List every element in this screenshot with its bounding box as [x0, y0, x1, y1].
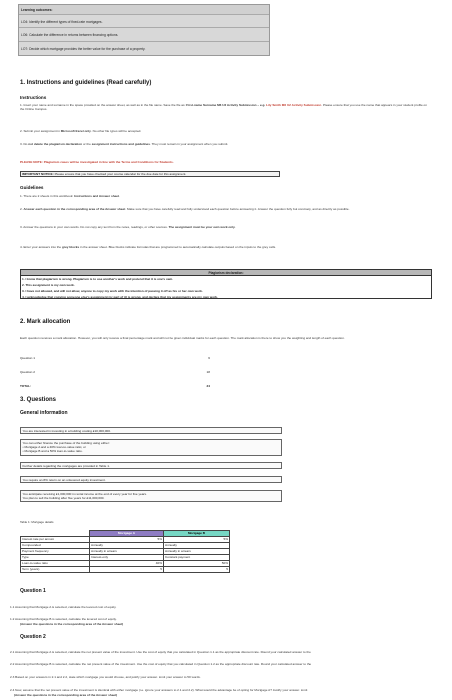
guideline-2: 2. Answer each question in the corresponding area of the Answer sheet. Make sure that you have carefully read and fully understood each question before answering it. Answer the question fully but concisely, and as directly as possible. — [20, 207, 350, 211]
cell-b: 50% — [164, 561, 230, 567]
mortgage-details-table — [20, 530, 230, 573]
cell-b: 5 — [164, 567, 230, 573]
declaration-line: 1. I know that plagiarism is wrong. Plagiarism is to use another's work and pretend that it is one's own. — [22, 277, 174, 281]
info-required-return: You require an 8% return on an unlevered equity investment. — [20, 476, 282, 483]
question-2-4: 2.4 Now, assume that the net present value of the investment is identical with either mortgage (i.e. ignore your answers to 2.1 and 2.2). What would the advantage be of opting for Mortgage A? Justify your answer. Limit — [10, 688, 308, 692]
outcome-lo6: LO6: Calculate the difference in returns between financing options. — [19, 29, 269, 42]
plagiarism-note: PLEASE NOTE: Plagiarism cases will be investigated in line with the Terms and Conditions for Students. — [20, 160, 174, 164]
assignment-sheet: Learning outcomes: LO4: Identify the different types of fixed-rate mortgages. LO6: Calculate the difference in returns between financing options. LO7: Decide which mortgage provides the better value for the purchase of a property. 1. Instructions and guidelines (Read carefully) Instructions 1. Insert your name and surname in the space provided on the answer sheet, as well as in the file name. Save the file as: First-name Surname M6 U2 Activity Submission – e.g. Lily Smith M6 U2 Activity Submission. Please ensure that you use the name that appears in your student profile on the Online Campus. 2. Submit your assignment in Microsoft Excel only. No other file types will be accepted. 3. Do not delete the plagiarism declaration or the assignment instructions and guidelines. They must remain in your assignment when you submit. PLEASE NOTE: Plagiarism cases will be investigated in line with the Terms and Conditions for Students. IMPORTANT NOTICE: Please ensure that you have checked your course calendar for the due date for this assignment. Guidelines 1. There are 2 sheets in this workbook: Instructions and Answer sheet. 2. Answer each question in the corresponding area of the Answer sheet. Make sure that you have carefully read and fully understood each question before answering it. Answer the question fully but concisely, and as directly as possible. 3. Answer the questions in your own words. Do not copy any text from the notes, readings, or other sources. The assignment must be your own work only. 4. Enter your answers into the grey blocks in the answer sheet. Blue blocks indicate formulas that are programmed to automatically calculate outputs based on the inputs to the grey cells. Plagiarism declaration: 1. I know that plagiarism is wrong. Plagiarism is to use another's work and pretend that it is one's own. 2. This assignment is my own work. 3. I have not allowed, and will not allow, anyone to copy my work with the intention of passing it off as his or her own work. 4. I acknowledge that copying someone else's assignment (or part of it) is wrong, and declare that my assignments are my own work. 2. Mark allocation Each question receives a mark allocation. However, you will only receive a final percentage mark and will not be given individual marks for each question. The mark allocation is there to show you the weighting and length of each question. Question 1 6 Question 2 18 TOTAL: 24 3. Questions General information You are interested in investing in a building costing £10,000,000. You can either finance the purchase of the building using either: • Mortgage A and a 40% loan-to-value ratio; or • Mortgage B and a 50% loan-to-value ratio. Further details regarding the mortgages are provided in Table 1. You require an 8% return on an unlevered equity investment. You anticipate receiving £1,000,000 in rental income at the end of every year for five years. You plan to sell the building after five years for £11,000,000. Table 1: Mortgage details Mortgage A Mortgage B Interest rate per annum 5% 5% Compounded Annually Annually Payment frequency Annually in arrears Annually in arrears Type Interest-only Constant payment Loan-to-value ratio 40% 50% Term (years) 5 5 Question 1 1.1 Assuming that Mortgage A is selected, calculate the levered cost of equity. 1.2 Assuming that Mortgage B is selected, calculate the levered cost of equity. (Answer the questions in the corresponding area of the Answer sheet) Question 2 2.1 Assuming that Mortgage A is selected, calculate the net present value of the investment. Use the cost of equity that you calculated in Question 1.1 as the appropriate discount rate. Round your calculated answer to the 2.2 Assuming that Mortgage B is selected, calculate the net present value of the investment. Use the cost of equity that you calculated in Question 1.2 as the appropriate discount rate. Round your calculated answer to the 2.3 Based on your answers in 2.1 and 2.2, state which mortgage you would choose, and justify your answer. Limit your answer to 50 words. 2.4 Now, assume that the net present value of the investment is identical with either mortgage (i.e. ignore your answers to 2.1 and 2.2). What would the advantage be of opting for Mortgage A? Justify your answer. Limit (Answer the questions in the corresponding area of the Answer sheet) — [0, 0, 452, 700]
info-rental-income: You anticipate receiving £1,000,000 in rental income at the end of every year for five years. You plan to sell the building after five years for £11,000,000. — [20, 490, 282, 502]
plagiarism-declaration-box — [20, 269, 432, 299]
table-caption: Table 1: Mortgage details — [20, 520, 54, 524]
guideline-4: 4. Enter your answers into the grey blocks in the answer sheet. Blue blocks indicate formulas that are programmed to automatically calculate outputs based on the inputs to the grey cells. — [20, 245, 277, 249]
row-label: Payment frequency — [21, 549, 90, 555]
cell-a: Interest-only — [90, 555, 164, 561]
outcome-lo7: LO7: Decide which mortgage provides the better value for the purchase of a property. — [21, 47, 146, 51]
cell-b: Annually in arrears — [164, 549, 230, 555]
cell-b: Constant payment — [164, 555, 230, 561]
cell-a: Annually in arrears — [90, 549, 164, 555]
guidelines-heading: Guidelines — [20, 185, 44, 190]
info-financing-options: You can either finance the purchase of the building using either: • Mortgage A and a 40% loan-to-value ratio; or • Mortgage B and a 50% loan-to-value ratio. — [20, 439, 282, 456]
instruction-2: 2. Submit your assignment in Microsoft Excel only. No other file types will be accepted. — [20, 129, 142, 133]
question-1-answer-note: (Answer the questions in the corresponding area of the Answer sheet) — [20, 622, 124, 626]
section-3-title: 3. Questions — [20, 397, 57, 403]
guideline-1: 1. There are 2 sheets in this workbook: Instructions and Answer sheet. — [20, 194, 120, 198]
cell-a: 5 — [90, 567, 164, 573]
mark-allocation-text: Each question receives a mark allocation. However, you will only receive a final percentage mark and will not be given individual marks for each question. The mark allocation is there to show you the weighting and length of each question. — [20, 336, 345, 340]
question-2-1: 2.1 Assuming that Mortgage A is selected, calculate the net present value of the investment. Use the cost of equity that you calculated in Question 1.1 as the appropriate discount rate. Round your calculated answer to the — [10, 650, 311, 654]
cell-a: 40% — [90, 561, 164, 567]
question-2-title: Question 2 — [20, 634, 46, 640]
row-label: Term (years) — [21, 567, 90, 573]
cell-a: Annually — [90, 543, 164, 549]
info-building-cost: You are interested in investing in a building costing £10,000,000. — [20, 427, 282, 434]
instructions-heading: Instructions — [20, 95, 47, 100]
declaration-line: 3. I have not allowed, and will not allow, anyone to copy my work with the intention of passing it off as his or her own work. — [22, 289, 203, 293]
section-2-title: 2. Mark allocation — [20, 319, 71, 325]
header-mortgage-b: Mortgage B — [164, 531, 230, 537]
row-label: Compounded — [21, 543, 90, 549]
learning-outcomes-box — [18, 4, 270, 56]
declaration-heading: Plagiarism declaration: — [21, 270, 431, 276]
question-1-1: 1.1 Assuming that Mortgage A is selected, calculate the levered cost of equity. — [10, 605, 117, 609]
general-info-heading: General information — [20, 410, 68, 416]
instruction-1: 1. Insert your name and surname in the space provided on the answer sheet, as well as in the file name. Save the file as: First-name Surname M6 U2 Activity Submission – e.g. Lily Smith M6 U2 Activity Submission. Please ensure that you use the name that appears in your student profile on the Online Campus. — [20, 103, 427, 112]
instruction-3: 3. Do not delete the plagiarism declaration or the assignment instructions and guidelines. They must remain in your assignment when you submit. — [20, 142, 229, 146]
declaration-line: 2. This assignment is my own work. — [22, 283, 75, 287]
outcome-lo4: LO4: Identify the different types of fixed-rate mortgages. — [19, 16, 269, 28]
cell-b: Annually — [164, 543, 230, 549]
question-2-answer-note: (Answer the questions in the corresponding area of the Answer sheet) — [14, 693, 118, 697]
table-row — [21, 567, 230, 573]
important-notice-box: IMPORTANT NOTICE: Please ensure that you have checked your course calendar for the due date for this assignment. — [20, 171, 280, 177]
learning-outcomes-heading: Learning outcomes: — [19, 5, 269, 15]
declaration-line: 4. I acknowledge that copying someone else's assignment (or part of it) is wrong, and declare that my assignments are my own work. — [22, 295, 218, 299]
guideline-3: 3. Answer the questions in your own words. Do not copy any text from the notes, readings, or other sources. The assignment must be your own work only. — [20, 225, 236, 229]
question-1-title: Question 1 — [20, 588, 46, 594]
cell-a: 5% — [90, 537, 164, 543]
row-label: Interest rate per annum — [21, 537, 90, 543]
row-label: Type — [21, 555, 90, 561]
cell-b: 5% — [164, 537, 230, 543]
header-mortgage-a: Mortgage A — [90, 531, 164, 537]
row-label: Loan-to-value ratio — [21, 561, 90, 567]
info-table-reference: Further details regarding the mortgages are provided in Table 1. — [20, 462, 282, 469]
section-1-title: 1. Instructions and guidelines (Read carefully) — [20, 80, 152, 86]
question-1-2: 1.2 Assuming that Mortgage B is selected, calculate the levered cost of equity. — [10, 617, 117, 621]
question-2-3: 2.3 Based on your answers in 2.1 and 2.2, state which mortgage you would choose, and justify your answer. Limit your answer to 50 words. — [10, 675, 201, 679]
question-2-2: 2.2 Assuming that Mortgage B is selected, calculate the net present value of the investment. Use the cost of equity that you calculated in Question 1.2 as the appropriate discount rate. Round your calculated answer to the — [10, 662, 312, 666]
